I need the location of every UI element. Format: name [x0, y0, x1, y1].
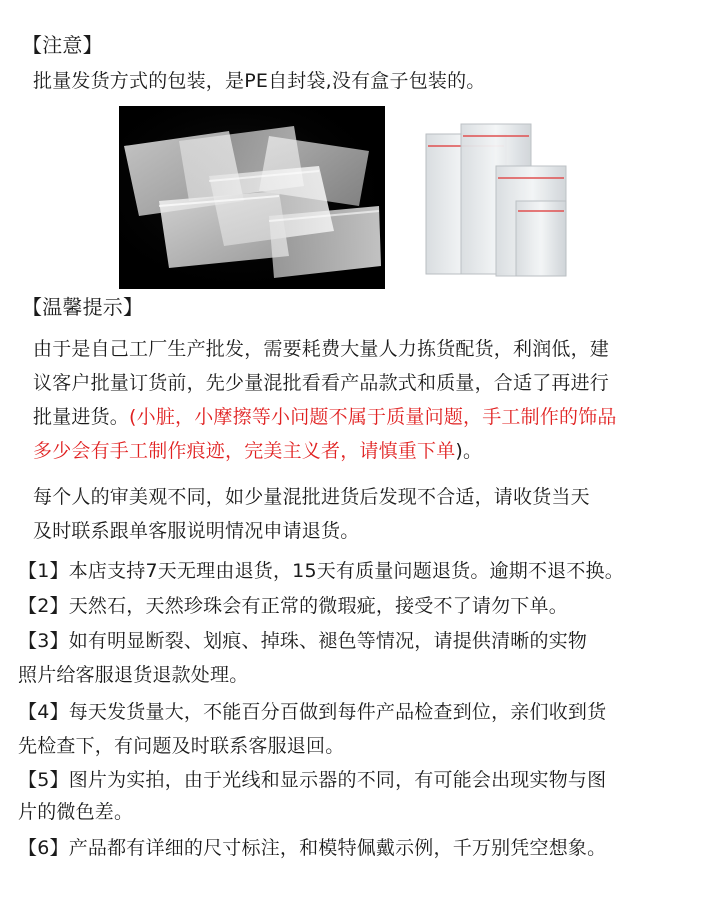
item-6: 【6】产品都有详细的尺寸标注，和模特佩戴示例，千万别凭空想象。	[18, 837, 607, 859]
item-3-line2: 照片给客服退货退款处理。	[18, 664, 249, 686]
notice-heading: 【注意】	[22, 33, 103, 57]
tips-para1-line4-black: )。	[455, 440, 483, 462]
item-4-line2: 先检查下，有问题及时联系客服退回。	[18, 735, 345, 757]
tips-para1-line1: 由于是自己工厂生产批发，需要耗费大量人力拣货配货，利润低，建	[33, 338, 610, 360]
item-5-line2: 片的微色差。	[18, 801, 134, 823]
tips-para1-line4	[33, 436, 482, 466]
notice-text: 批量发货方式的包装，是PE自封袋,没有盒子包装的。	[33, 70, 486, 92]
item-3-line1: 【3】如有明显断裂、划痕、掉珠、褪色等情况，请提供清晰的实物	[18, 630, 588, 652]
pe-bags-dark-photo	[119, 106, 385, 289]
item-2: 【2】天然石，天然珍珠会有正常的微瑕疵，接受不了请勿下单。	[18, 595, 568, 617]
pe-bags-dark-illustration	[119, 106, 385, 289]
tips-warning-red-2: 多少会有手工制作痕迹，完美主义者，请慎重下单	[33, 440, 456, 462]
tips-para1-line2: 议客户批量订货前，先少量混批看看产品款式和质量，合适了再进行	[33, 372, 610, 394]
tips-para1-line3-black: 批量进货。	[33, 406, 130, 428]
ziplock-bags-illustration	[406, 106, 589, 289]
item-1: 【1】本店支持7天无理由退货，15天有质量问题退货。逾期不退不换。	[18, 560, 624, 582]
tips-warning-red-1: (小脏，小摩擦等小问题不属于质量问题，手工制作的饰品	[129, 406, 617, 428]
tips-para2-line2: 及时联系跟单客服说明情况申请退货。	[33, 520, 360, 542]
tips-para2-line1: 每个人的审美观不同，如少量混批进货后发现不合适，请收货当天	[33, 486, 590, 508]
ziplock-bags-photo	[406, 106, 589, 289]
item-5-line1: 【5】图片为实拍，由于光线和显示器的不同，有可能会出现实物与图	[18, 769, 607, 791]
tips-heading: 【温馨提示】	[22, 295, 144, 319]
tips-para1-line3	[33, 402, 617, 432]
item-4-line1: 【4】每天发货量大，不能百分百做到每件产品检查到位，亲们收到货	[18, 701, 607, 723]
